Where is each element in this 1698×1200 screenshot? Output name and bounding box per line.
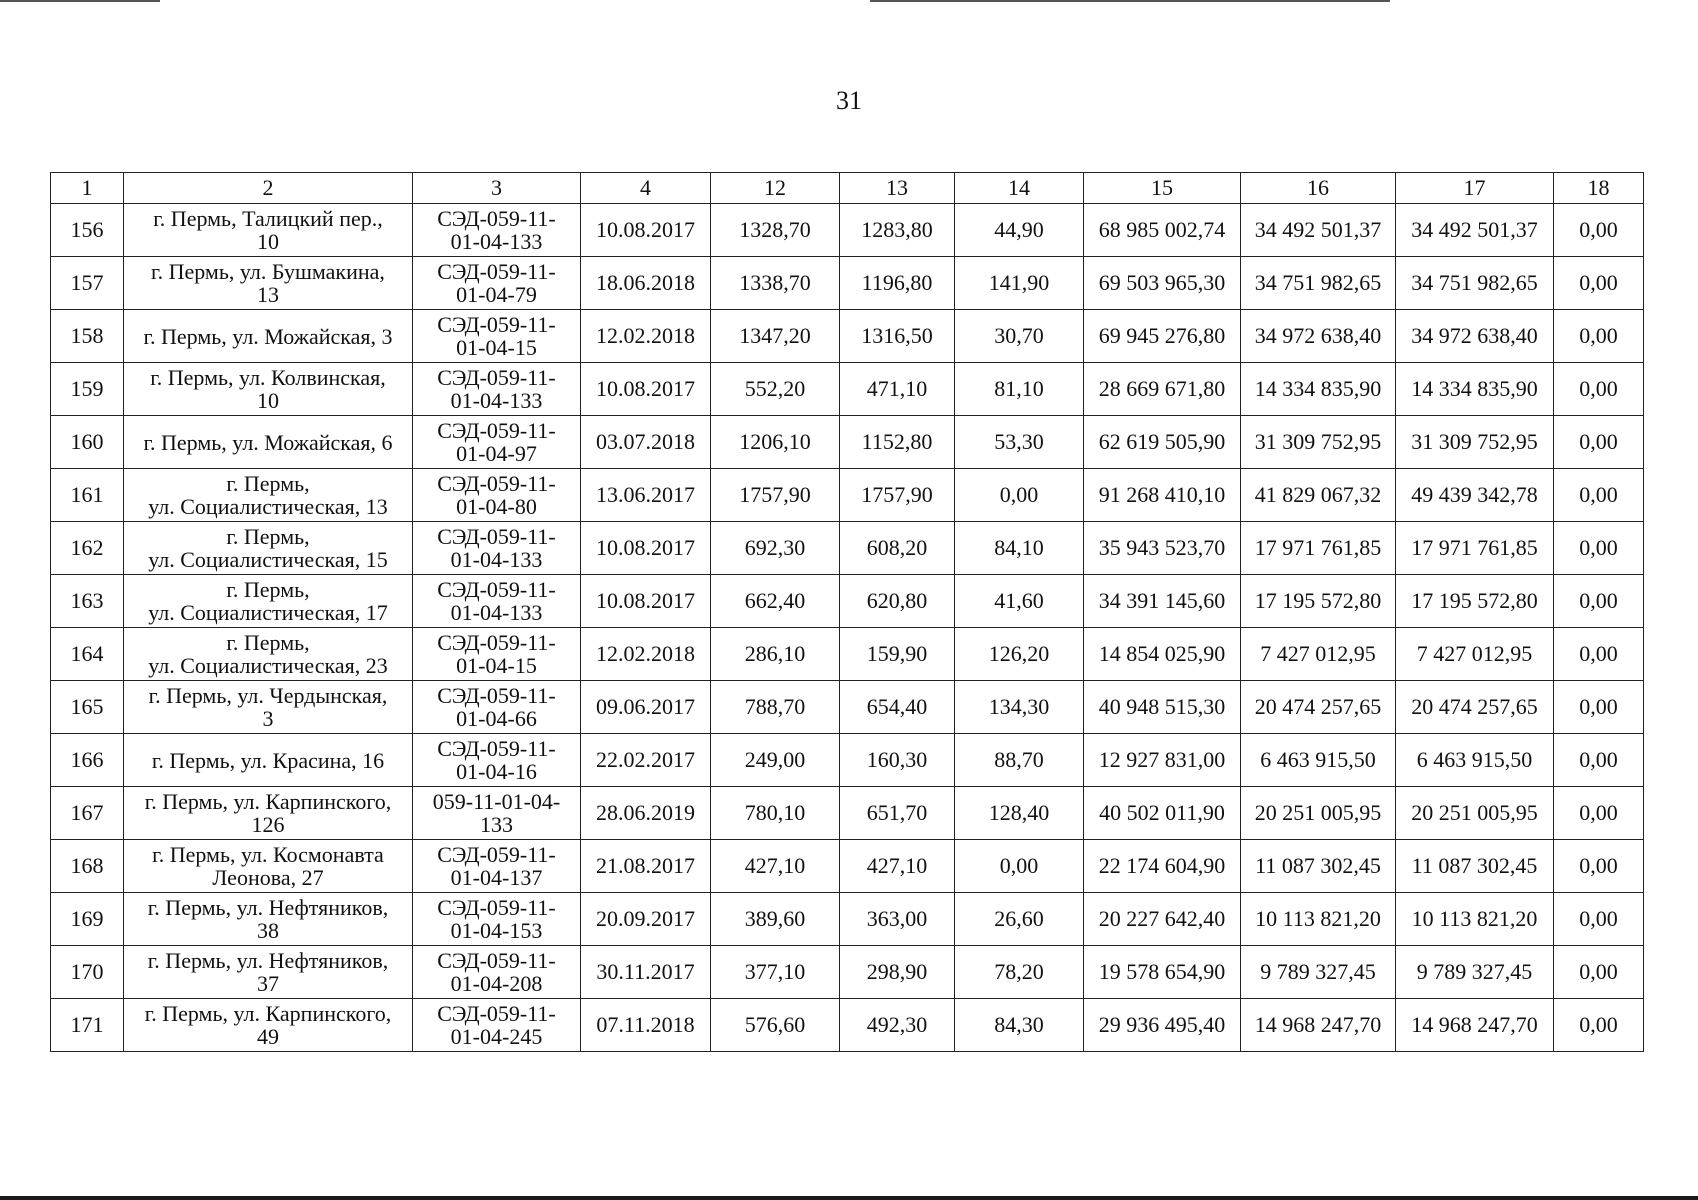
cell-address-line: г. Пермь, ул. Красина, 16 bbox=[151, 747, 385, 773]
cell-document-number bbox=[413, 840, 581, 893]
cell-address-line: г. Пермь, bbox=[226, 577, 310, 602]
cell-col-13: 654,40 bbox=[840, 681, 955, 734]
cell-col-18: 0,00 bbox=[1554, 734, 1644, 787]
cell-col-13: 651,70 bbox=[840, 787, 955, 840]
cell-col-16: 14 968 247,70 bbox=[1241, 999, 1396, 1052]
cell-col-12: 1328,70 bbox=[711, 204, 840, 257]
table-row bbox=[51, 681, 1644, 734]
cell-col-18: 0,00 bbox=[1554, 946, 1644, 999]
cell-date: 12.02.2018 bbox=[581, 310, 711, 363]
cell-col-14: 30,70 bbox=[955, 310, 1084, 363]
cell-col-13: 620,80 bbox=[840, 575, 955, 628]
cell-address-line: г. Пермь, ул. Колвинская, bbox=[150, 365, 386, 390]
cell-col-14: 134,30 bbox=[955, 681, 1084, 734]
cell-address-line: Леонова, 27 bbox=[212, 865, 324, 890]
cell-document-number bbox=[413, 999, 581, 1052]
cell-col-14: 26,60 bbox=[955, 893, 1084, 946]
cell-document-number bbox=[413, 204, 581, 257]
cell-address bbox=[124, 840, 413, 893]
cell-col-14: 78,20 bbox=[955, 946, 1084, 999]
cell-address bbox=[124, 416, 413, 469]
cell-address-line: 10 bbox=[257, 229, 279, 254]
cell-col-15: 34 391 145,60 bbox=[1084, 575, 1241, 628]
cell-document-number bbox=[413, 946, 581, 999]
cell-document-number-line: СЭД-059-11- bbox=[437, 1001, 556, 1026]
cell-document-number bbox=[413, 416, 581, 469]
cell-col-16: 34 492 501,37 bbox=[1241, 204, 1396, 257]
cell-col-15: 62 619 505,90 bbox=[1084, 416, 1241, 469]
cell-col-14: 84,10 bbox=[955, 522, 1084, 575]
cell-row-number: 170 bbox=[51, 946, 124, 999]
cell-col-16: 17 971 761,85 bbox=[1241, 522, 1396, 575]
cell-col-18: 0,00 bbox=[1554, 681, 1644, 734]
table-row bbox=[51, 522, 1644, 575]
column-header: 16 bbox=[1241, 173, 1396, 204]
cell-document-number-line: СЭД-059-11- bbox=[437, 895, 556, 920]
cell-document-number bbox=[413, 310, 581, 363]
cell-col-12: 1347,20 bbox=[711, 310, 840, 363]
cell-address-line: ул. Социалистическая, 13 bbox=[148, 494, 388, 519]
cell-document-number-line: 01-04-80 bbox=[456, 494, 537, 519]
cell-col-12: 1206,10 bbox=[711, 416, 840, 469]
cell-document-number bbox=[413, 363, 581, 416]
table-row bbox=[51, 999, 1644, 1052]
cell-row-number: 159 bbox=[51, 363, 124, 416]
cell-address-line: 10 bbox=[257, 388, 279, 413]
cell-col-14: 44,90 bbox=[955, 204, 1084, 257]
cell-row-number: 162 bbox=[51, 522, 124, 575]
cell-address-line: г. Пермь, ул. Космонавта bbox=[152, 842, 384, 867]
cell-date: 09.06.2017 bbox=[581, 681, 711, 734]
table-row bbox=[51, 575, 1644, 628]
cell-col-14: 84,30 bbox=[955, 999, 1084, 1052]
cell-col-15: 69 945 276,80 bbox=[1084, 310, 1241, 363]
table-header bbox=[51, 173, 1644, 204]
cell-col-17: 34 972 638,40 bbox=[1396, 310, 1554, 363]
cell-address bbox=[124, 734, 413, 787]
cell-col-12: 576,60 bbox=[711, 999, 840, 1052]
cell-document-number bbox=[413, 522, 581, 575]
cell-col-16: 34 751 982,65 bbox=[1241, 257, 1396, 310]
cell-address-line: 49 bbox=[257, 1024, 279, 1049]
cell-document-number-line: 059-11-01-04- bbox=[432, 789, 561, 814]
cell-document-number-line: 01-04-208 bbox=[450, 971, 543, 996]
header-row bbox=[51, 173, 1644, 204]
cell-col-14: 81,10 bbox=[955, 363, 1084, 416]
cell-col-16: 10 113 821,20 bbox=[1241, 893, 1396, 946]
table-row bbox=[51, 469, 1644, 522]
cell-date: 28.06.2019 bbox=[581, 787, 711, 840]
cell-date: 22.02.2017 bbox=[581, 734, 711, 787]
table-row bbox=[51, 257, 1644, 310]
cell-document-number bbox=[413, 575, 581, 628]
cell-address bbox=[124, 575, 413, 628]
cell-col-17: 9 789 327,45 bbox=[1396, 946, 1554, 999]
table-row bbox=[51, 363, 1644, 416]
cell-col-17: 17 971 761,85 bbox=[1396, 522, 1554, 575]
cell-address-line: ул. Социалистическая, 17 bbox=[148, 600, 388, 625]
cell-col-15: 35 943 523,70 bbox=[1084, 522, 1241, 575]
cell-col-18: 0,00 bbox=[1554, 522, 1644, 575]
cell-document-number-line: СЭД-059-11- bbox=[437, 471, 556, 496]
column-header: 2 bbox=[124, 173, 413, 204]
cell-col-16: 14 334 835,90 bbox=[1241, 363, 1396, 416]
cell-col-16: 17 195 572,80 bbox=[1241, 575, 1396, 628]
cell-col-16: 41 829 067,32 bbox=[1241, 469, 1396, 522]
cell-col-18: 0,00 bbox=[1554, 575, 1644, 628]
cell-col-13: 160,30 bbox=[840, 734, 955, 787]
cell-col-13: 492,30 bbox=[840, 999, 955, 1052]
cell-document-number bbox=[413, 628, 581, 681]
cell-col-18: 0,00 bbox=[1554, 469, 1644, 522]
cell-address bbox=[124, 681, 413, 734]
cell-address-line: 38 bbox=[257, 918, 279, 943]
cell-col-17: 17 195 572,80 bbox=[1396, 575, 1554, 628]
cell-col-12: 788,70 bbox=[711, 681, 840, 734]
cell-row-number: 156 bbox=[51, 204, 124, 257]
cell-date: 21.08.2017 bbox=[581, 840, 711, 893]
cell-col-17: 20 474 257,65 bbox=[1396, 681, 1554, 734]
cell-address-line: г. Пермь, ул. Карпинского, bbox=[144, 1001, 392, 1026]
cell-address bbox=[124, 257, 413, 310]
cell-address-line: г. Пермь, ул. Чердынская, bbox=[148, 683, 388, 708]
cell-col-16: 20 474 257,65 bbox=[1241, 681, 1396, 734]
cell-address bbox=[124, 893, 413, 946]
cell-document-number-line: 01-04-66 bbox=[456, 706, 537, 731]
cell-col-13: 1152,80 bbox=[840, 416, 955, 469]
cell-document-number-line: СЭД-059-11- bbox=[437, 683, 556, 708]
cell-col-12: 1338,70 bbox=[711, 257, 840, 310]
cell-col-13: 1757,90 bbox=[840, 469, 955, 522]
page-number: 31 bbox=[836, 86, 862, 115]
cell-col-14: 126,20 bbox=[955, 628, 1084, 681]
cell-col-13: 1283,80 bbox=[840, 204, 955, 257]
cell-col-18: 0,00 bbox=[1554, 628, 1644, 681]
cell-document-number-line: 01-04-133 bbox=[450, 388, 543, 413]
column-header: 4 bbox=[581, 173, 711, 204]
cell-col-15: 12 927 831,00 bbox=[1084, 734, 1241, 787]
column-header: 14 bbox=[955, 173, 1084, 204]
cell-col-15: 91 268 410,10 bbox=[1084, 469, 1241, 522]
cell-row-number: 161 bbox=[51, 469, 124, 522]
cell-col-13: 608,20 bbox=[840, 522, 955, 575]
cell-col-14: 88,70 bbox=[955, 734, 1084, 787]
cell-address-line: г. Пермь, ул. Можайская, 6 bbox=[143, 429, 393, 455]
cell-col-17: 31 309 752,95 bbox=[1396, 416, 1554, 469]
cell-address-line: ул. Социалистическая, 15 bbox=[148, 547, 388, 572]
cell-col-12: 427,10 bbox=[711, 840, 840, 893]
column-header: 15 bbox=[1084, 173, 1241, 204]
cell-col-15: 28 669 671,80 bbox=[1084, 363, 1241, 416]
cell-document-number-line: 01-04-133 bbox=[450, 547, 543, 572]
cell-date: 10.08.2017 bbox=[581, 575, 711, 628]
cell-document-number bbox=[413, 787, 581, 840]
cell-col-12: 377,10 bbox=[711, 946, 840, 999]
cell-col-15: 29 936 495,40 bbox=[1084, 999, 1241, 1052]
cell-col-18: 0,00 bbox=[1554, 999, 1644, 1052]
table-row bbox=[51, 946, 1644, 999]
cell-document-number-line: СЭД-059-11- bbox=[437, 842, 556, 867]
cell-col-16: 7 427 012,95 bbox=[1241, 628, 1396, 681]
cell-address bbox=[124, 946, 413, 999]
cell-address bbox=[124, 999, 413, 1052]
cell-col-17: 49 439 342,78 bbox=[1396, 469, 1554, 522]
cell-col-18: 0,00 bbox=[1554, 893, 1644, 946]
table-row bbox=[51, 840, 1644, 893]
cell-col-18: 0,00 bbox=[1554, 840, 1644, 893]
cell-address-line: г. Пермь, ул. Карпинского, bbox=[144, 789, 392, 814]
cell-row-number: 163 bbox=[51, 575, 124, 628]
cell-date: 10.08.2017 bbox=[581, 522, 711, 575]
cell-col-16: 31 309 752,95 bbox=[1241, 416, 1396, 469]
cell-address-line: г. Пермь, bbox=[226, 630, 310, 655]
cell-row-number: 157 bbox=[51, 257, 124, 310]
cell-document-number-line: 01-04-16 bbox=[456, 759, 537, 784]
cell-address bbox=[124, 522, 413, 575]
cell-document-number-line: 01-04-79 bbox=[456, 282, 537, 307]
cell-document-number-line: СЭД-059-11- bbox=[437, 524, 556, 549]
cell-col-14: 0,00 bbox=[955, 469, 1084, 522]
cell-col-14: 141,90 bbox=[955, 257, 1084, 310]
cell-address bbox=[124, 628, 413, 681]
cell-address-line: 37 bbox=[257, 971, 279, 996]
cell-col-12: 389,60 bbox=[711, 893, 840, 946]
cell-address-line: г. Пермь, Талицкий пер., bbox=[153, 206, 383, 231]
cell-col-15: 40 948 515,30 bbox=[1084, 681, 1241, 734]
cell-document-number bbox=[413, 681, 581, 734]
table-body bbox=[51, 204, 1644, 1052]
cell-address-line: г. Пермь, ул. Нефтяников, bbox=[147, 895, 389, 920]
cell-col-16: 34 972 638,40 bbox=[1241, 310, 1396, 363]
cell-document-number bbox=[413, 257, 581, 310]
table-row bbox=[51, 628, 1644, 681]
registry-table bbox=[50, 172, 1644, 1052]
cell-document-number-line: 01-04-97 bbox=[456, 441, 537, 466]
cell-col-17: 10 113 821,20 bbox=[1396, 893, 1554, 946]
cell-address bbox=[124, 204, 413, 257]
cell-document-number bbox=[413, 734, 581, 787]
cell-address bbox=[124, 469, 413, 522]
cell-col-16: 6 463 915,50 bbox=[1241, 734, 1396, 787]
column-header: 17 bbox=[1396, 173, 1554, 204]
cell-date: 03.07.2018 bbox=[581, 416, 711, 469]
cell-col-15: 68 985 002,74 bbox=[1084, 204, 1241, 257]
cell-document-number-line: СЭД-059-11- bbox=[437, 577, 556, 602]
cell-col-13: 1196,80 bbox=[840, 257, 955, 310]
cell-row-number: 167 bbox=[51, 787, 124, 840]
cell-document-number-line: 133 bbox=[480, 812, 513, 837]
cell-document-number-line: 01-04-15 bbox=[456, 653, 537, 678]
cell-col-17: 14 334 835,90 bbox=[1396, 363, 1554, 416]
cell-date: 12.02.2018 bbox=[581, 628, 711, 681]
cell-col-12: 1757,90 bbox=[711, 469, 840, 522]
cell-address-line: ул. Социалистическая, 23 bbox=[148, 653, 388, 678]
cell-row-number: 160 bbox=[51, 416, 124, 469]
cell-col-12: 780,10 bbox=[711, 787, 840, 840]
cell-col-12: 249,00 bbox=[711, 734, 840, 787]
cell-col-13: 159,90 bbox=[840, 628, 955, 681]
cell-col-13: 471,10 bbox=[840, 363, 955, 416]
cell-document-number bbox=[413, 469, 581, 522]
cell-col-13: 427,10 bbox=[840, 840, 955, 893]
cell-row-number: 158 bbox=[51, 310, 124, 363]
cell-col-18: 0,00 bbox=[1554, 363, 1644, 416]
cell-document-number-line: 01-04-15 bbox=[456, 335, 537, 360]
cell-address-line: 126 bbox=[251, 812, 285, 837]
cell-col-17: 7 427 012,95 bbox=[1396, 628, 1554, 681]
cell-col-17: 11 087 302,45 bbox=[1396, 840, 1554, 893]
cell-col-18: 0,00 bbox=[1554, 787, 1644, 840]
cell-date: 30.11.2017 bbox=[581, 946, 711, 999]
cell-col-18: 0,00 bbox=[1554, 204, 1644, 257]
cell-row-number: 166 bbox=[51, 734, 124, 787]
cell-document-number bbox=[413, 893, 581, 946]
cell-col-12: 692,30 bbox=[711, 522, 840, 575]
cell-row-number: 171 bbox=[51, 999, 124, 1052]
cell-col-17: 34 492 501,37 bbox=[1396, 204, 1554, 257]
cell-col-16: 11 087 302,45 bbox=[1241, 840, 1396, 893]
scan-edge-top-left bbox=[0, 0, 160, 2]
cell-col-18: 0,00 bbox=[1554, 257, 1644, 310]
cell-col-14: 41,60 bbox=[955, 575, 1084, 628]
table-row bbox=[51, 787, 1644, 840]
cell-date: 13.06.2017 bbox=[581, 469, 711, 522]
cell-document-number-line: СЭД-059-11- bbox=[437, 630, 556, 655]
cell-address bbox=[124, 787, 413, 840]
table-row bbox=[51, 310, 1644, 363]
column-header: 18 bbox=[1554, 173, 1644, 204]
cell-row-number: 164 bbox=[51, 628, 124, 681]
cell-col-17: 20 251 005,95 bbox=[1396, 787, 1554, 840]
cell-document-number-line: СЭД-059-11- bbox=[437, 259, 556, 284]
cell-date: 07.11.2018 bbox=[581, 999, 711, 1052]
cell-address-line: г. Пермь, bbox=[226, 524, 310, 549]
cell-col-16: 20 251 005,95 bbox=[1241, 787, 1396, 840]
cell-col-14: 128,40 bbox=[955, 787, 1084, 840]
cell-document-number-line: СЭД-059-11- bbox=[437, 206, 556, 231]
column-header: 13 bbox=[840, 173, 955, 204]
table-row bbox=[51, 893, 1644, 946]
cell-col-12: 662,40 bbox=[711, 575, 840, 628]
scan-edge-top-right bbox=[870, 0, 1390, 2]
cell-col-18: 0,00 bbox=[1554, 310, 1644, 363]
cell-address-line: 13 bbox=[257, 282, 279, 307]
cell-col-16: 9 789 327,45 bbox=[1241, 946, 1396, 999]
cell-col-17: 14 968 247,70 bbox=[1396, 999, 1554, 1052]
column-header: 1 bbox=[51, 173, 124, 204]
cell-col-15: 69 503 965,30 bbox=[1084, 257, 1241, 310]
cell-col-15: 14 854 025,90 bbox=[1084, 628, 1241, 681]
cell-row-number: 168 bbox=[51, 840, 124, 893]
cell-col-17: 34 751 982,65 bbox=[1396, 257, 1554, 310]
cell-address-line: г. Пермь, ул. Нефтяников, bbox=[147, 948, 389, 973]
column-header: 12 bbox=[711, 173, 840, 204]
cell-address bbox=[124, 363, 413, 416]
cell-col-13: 1316,50 bbox=[840, 310, 955, 363]
cell-date: 10.08.2017 bbox=[581, 363, 711, 416]
cell-col-13: 298,90 bbox=[840, 946, 955, 999]
cell-document-number-line: СЭД-059-11- bbox=[437, 312, 556, 337]
cell-document-number-line: СЭД-059-11- bbox=[437, 418, 556, 443]
cell-date: 18.06.2018 bbox=[581, 257, 711, 310]
scan-edge-bottom bbox=[0, 1196, 1698, 1200]
table-row bbox=[51, 734, 1644, 787]
cell-document-number-line: СЭД-059-11- bbox=[437, 736, 556, 761]
cell-document-number-line: 01-04-137 bbox=[450, 865, 543, 890]
cell-row-number: 169 bbox=[51, 893, 124, 946]
cell-col-18: 0,00 bbox=[1554, 416, 1644, 469]
column-header: 3 bbox=[413, 173, 581, 204]
cell-col-15: 22 174 604,90 bbox=[1084, 840, 1241, 893]
cell-document-number-line: 01-04-133 bbox=[450, 600, 543, 625]
cell-address-line: г. Пермь, ул. Бушмакина, bbox=[151, 259, 385, 284]
cell-document-number-line: СЭД-059-11- bbox=[437, 948, 556, 973]
cell-col-13: 363,00 bbox=[840, 893, 955, 946]
table-row bbox=[51, 204, 1644, 257]
cell-document-number-line: СЭД-059-11- bbox=[437, 365, 556, 390]
cell-col-14: 0,00 bbox=[955, 840, 1084, 893]
cell-document-number-line: 01-04-153 bbox=[450, 918, 543, 943]
cell-address-line: г. Пермь, bbox=[226, 471, 310, 496]
cell-date: 10.08.2017 bbox=[581, 204, 711, 257]
cell-row-number: 165 bbox=[51, 681, 124, 734]
cell-address-line: 3 bbox=[262, 706, 274, 731]
cell-col-17: 6 463 915,50 bbox=[1396, 734, 1554, 787]
cell-document-number-line: 01-04-245 bbox=[450, 1024, 543, 1049]
cell-col-12: 286,10 bbox=[711, 628, 840, 681]
cell-col-15: 19 578 654,90 bbox=[1084, 946, 1241, 999]
cell-col-15: 40 502 011,90 bbox=[1084, 787, 1241, 840]
cell-address-line: г. Пермь, ул. Можайская, 3 bbox=[143, 323, 393, 349]
cell-col-14: 53,30 bbox=[955, 416, 1084, 469]
cell-col-15: 20 227 642,40 bbox=[1084, 893, 1241, 946]
cell-document-number-line: 01-04-133 bbox=[450, 229, 543, 254]
cell-address bbox=[124, 310, 413, 363]
cell-date: 20.09.2017 bbox=[581, 893, 711, 946]
cell-col-12: 552,20 bbox=[711, 363, 840, 416]
table-row bbox=[51, 416, 1644, 469]
